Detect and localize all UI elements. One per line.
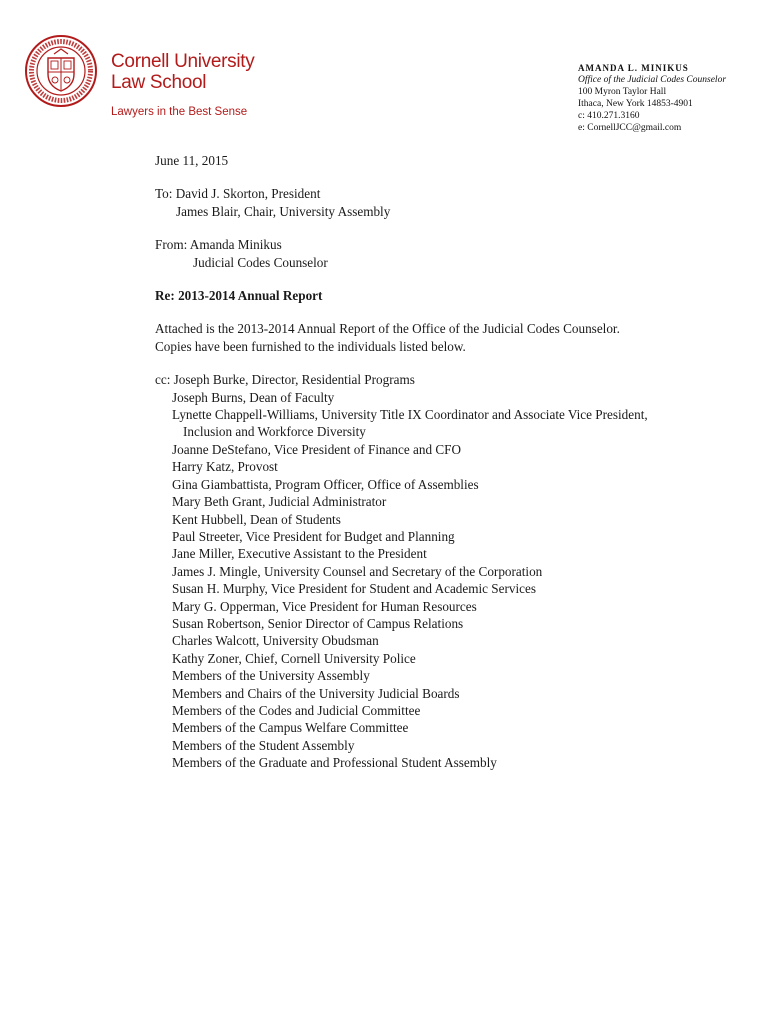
cc-item: Kent Hubbell, Dean of Students — [172, 511, 341, 527]
cc-item: Members of the Student Assembly — [172, 737, 355, 753]
cc-first: cc: Joseph Burke, Director, Residential Programs — [155, 372, 415, 388]
cc-item: Paul Streeter, Vice President for Budget and Planning — [172, 528, 455, 544]
sender-name: AMANDA L. MINIKUS — [578, 63, 689, 73]
brand-name: Cornell University — [111, 51, 255, 72]
cc-item: Mary G. Opperman, Vice President for Human Resources — [172, 598, 477, 614]
body-line-2: Copies have been furnished to the individuals listed below. — [155, 338, 466, 354]
cc-item: Joseph Burns, Dean of Faculty — [172, 389, 335, 405]
sender-address-line2: Ithaca, New York 14853-4901 — [578, 99, 693, 109]
cc-item: James J. Mingle, University Counsel and Secretary of the Corporation — [172, 563, 543, 579]
cc-list — [155, 389, 735, 772]
letter-body — [155, 152, 735, 772]
cc-item: Lynette Chappell-Williams, University Title IX Coordinator and Associate Vice President, — [172, 407, 648, 423]
cornell-seal-icon — [24, 34, 98, 108]
to-line: To: David J. Skorton, President — [155, 186, 321, 202]
sender-contact — [578, 62, 726, 134]
sender-email: e: CornellJCC@gmail.com — [578, 123, 682, 133]
cc-item: Members of the Codes and Judicial Committee — [172, 702, 421, 718]
cc-item: Charles Walcott, University Obudsman — [172, 633, 379, 649]
cc-item: Members of the Campus Welfare Committee — [172, 720, 409, 736]
brand-school: Law School — [111, 72, 207, 93]
brand-tagline: Lawyers in the Best Sense — [111, 106, 248, 118]
cc-item: Mary Beth Grant, Judicial Administrator — [172, 494, 387, 510]
letter-date: June 11, 2015 — [155, 153, 229, 168]
body-line-1: Attached is the 2013-2014 Annual Report of the Office of the Judicial Codes Counselor. — [155, 321, 620, 337]
cc-item: Jane Miller, Executive Assistant to the President — [172, 546, 427, 562]
cc-item: Harry Katz, Provost — [172, 459, 278, 475]
letterhead-brand — [111, 51, 254, 93]
cc-item: Members of the Graduate and Professional Student Assembly — [172, 755, 497, 771]
cc-item: Susan Robertson, Senior Director of Campus Relations — [172, 615, 464, 631]
sender-office: Office of the Judicial Codes Counselor — [578, 75, 727, 85]
to-second-recipient: James Blair, Chair, University Assembly — [176, 203, 391, 219]
cc-item: Members and Chairs of the University Judicial Boards — [172, 685, 460, 701]
cc-item: Kathy Zoner, Chief, Cornell University Police — [172, 650, 416, 666]
cc-item: Joanne DeStefano, Vice President of Finance and CFO — [172, 441, 462, 457]
sender-address-line1: 100 Myron Taylor Hall — [578, 87, 667, 97]
cc-item: Members of the University Assembly — [172, 668, 370, 684]
subject-line: Re: 2013-2014 Annual Report — [155, 288, 323, 304]
sender-phone: c: 410.271.3160 — [578, 111, 640, 121]
cc-item-continuation: Inclusion and Workforce Diversity — [183, 424, 366, 440]
cc-item: Susan H. Murphy, Vice President for Student and Academic Services — [172, 581, 536, 597]
from-line: From: Amanda Minikus — [155, 237, 282, 253]
from-title: Judicial Codes Counselor — [193, 254, 328, 270]
cc-item: Gina Giambattista, Program Officer, Office of Assemblies — [172, 476, 479, 492]
